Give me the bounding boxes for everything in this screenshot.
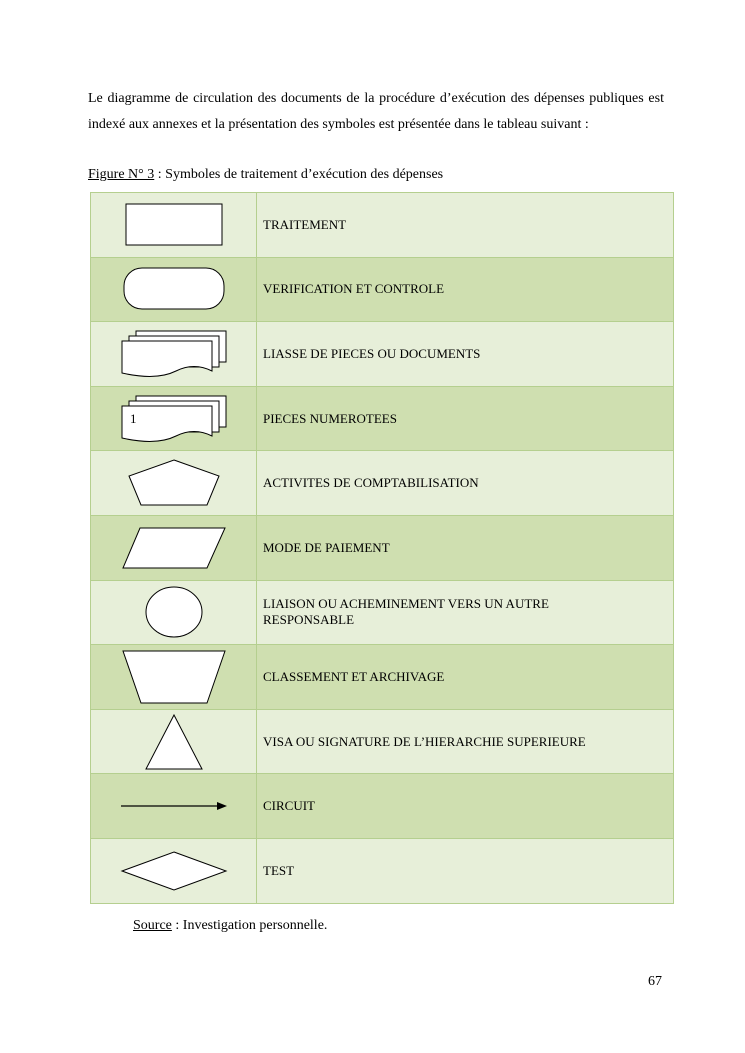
symbol-label: LIAISON OU ACHEMINEMENT VERS UN AUTRE RESPONSABLE [257, 580, 674, 645]
symbol-cell [91, 838, 257, 903]
symbol-row-pieces-numerotees [91, 386, 674, 451]
source-note [133, 916, 327, 936]
symbol-row-visa [91, 709, 674, 774]
symbol-cell [91, 515, 257, 580]
figure-separator: : [154, 167, 166, 182]
symbol-label: TRAITEMENT [257, 193, 674, 258]
symbol-row-circuit [91, 774, 674, 839]
symbol-label: TEST [257, 838, 674, 903]
symbol-cell [91, 774, 257, 839]
source-label: Source [133, 918, 172, 933]
rounded-rectangle-symbol-icon [122, 266, 226, 312]
symbol-row-liasse [91, 322, 674, 387]
symbol-label: PIECES NUMEROTEES [257, 386, 674, 451]
numbered-documents-icon [120, 394, 228, 444]
symbol-label: LIASSE DE PIECES OU DOCUMENTS [257, 322, 674, 387]
figure-title: Symboles de traitement d’exécution des dépenses [165, 167, 444, 182]
source-separator: : [171, 918, 183, 933]
symbol-row-verification [91, 257, 674, 322]
pentagon-symbol-icon [126, 458, 222, 508]
symbol-row-comptabilisation [91, 451, 674, 516]
symbol-row-liaison [91, 580, 674, 645]
rectangle-symbol-icon [124, 202, 224, 248]
symbol-label: CIRCUIT [257, 774, 674, 839]
symbol-cell [91, 709, 257, 774]
symbol-cell [91, 386, 257, 451]
figure-caption [88, 165, 443, 185]
document-number: 1 [129, 410, 136, 426]
symbol-label: VERIFICATION ET CONTROLE [257, 257, 674, 322]
triangle-symbol-icon [144, 713, 204, 771]
symbol-row-classement [91, 645, 674, 710]
symbol-row-traitement [91, 193, 674, 258]
symbols-table [90, 192, 674, 904]
page-number: 67 [648, 974, 662, 989]
symbol-cell [91, 645, 257, 710]
figure-label: Figure N° 3 [88, 167, 155, 182]
symbol-cell [91, 580, 257, 645]
symbol-cell [91, 322, 257, 387]
intro-paragraph: Le diagramme de circulation des documents de la procédure d’exécution des dépenses publiques est indexé aux annexes et la présentation des symboles est présentée dans le tableau suivant : [88, 91, 664, 132]
trapezoid-symbol-icon [121, 649, 227, 705]
symbol-row-test [91, 838, 674, 903]
circle-symbol-icon [144, 585, 204, 639]
symbol-cell [91, 257, 257, 322]
parallelogram-symbol-icon [121, 526, 227, 570]
diamond-symbol-icon [120, 850, 228, 892]
stacked-documents-icon [120, 329, 228, 379]
symbol-label: ACTIVITES DE COMPTABILISATION [257, 451, 674, 516]
arrow-symbol-icon [119, 799, 229, 813]
symbol-label: VISA OU SIGNATURE DE L’HIERARCHIE SUPERIEURE [257, 709, 674, 774]
symbol-cell [91, 193, 257, 258]
source-text: Investigation personnelle. [182, 918, 328, 933]
symbol-cell [91, 451, 257, 516]
symbol-row-paiement [91, 515, 674, 580]
symbol-label: CLASSEMENT ET ARCHIVAGE [257, 645, 674, 710]
symbol-label: MODE DE PAIEMENT [257, 515, 674, 580]
